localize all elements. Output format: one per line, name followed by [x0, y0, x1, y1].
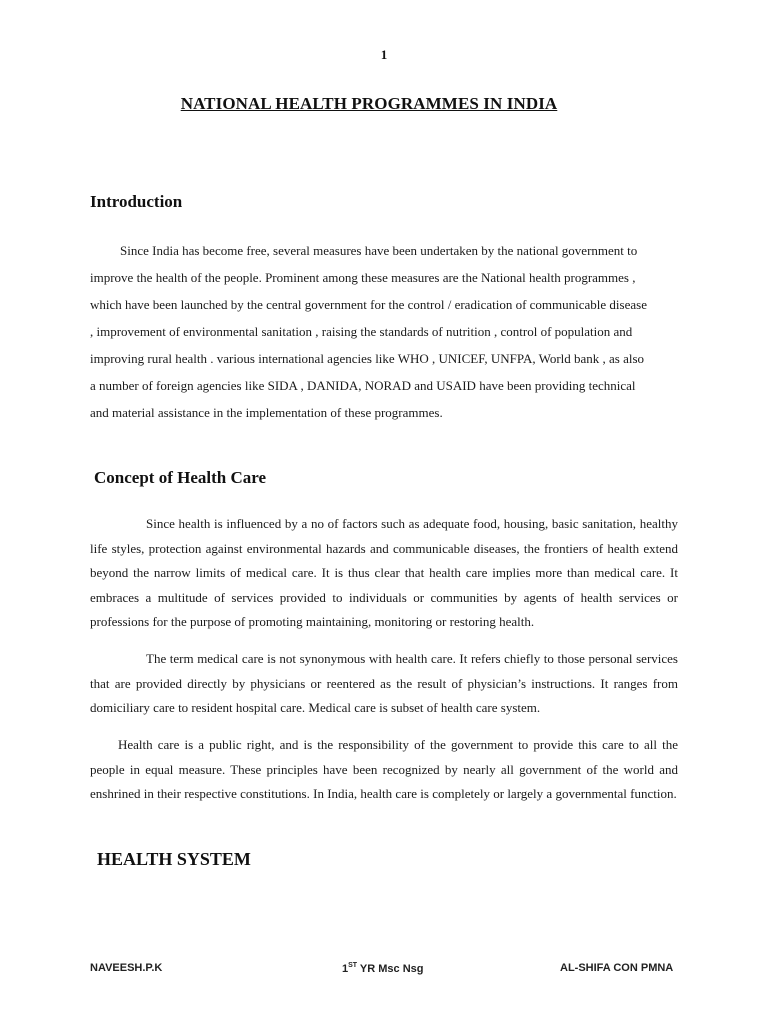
- concept-paragraph-3: Health care is a public right, and is the responsibility of the government to provide this care to all the people in equal measure. These principles have been recognized by nearly all government of the world and enshrined in their respective constitutions. In India, health care is completely or largely a governmental function.: [90, 737, 678, 801]
- footer-course: [342, 962, 424, 975]
- footer-course-ordinal: ST: [348, 962, 358, 969]
- footer-institution: AL-SHIFA CON PMNA: [560, 962, 674, 974]
- introduction-heading: Introduction: [90, 192, 183, 211]
- introduction-paragraph: Since India has become free, several measures have been undertaken by the national government to improve the health of the people. Prominent among these measures are the National health programmes , which have been launched by the central government for the control / eradication of communicable disease , improvement of environmental sanitation , raising the standards of nutrition , control of population and improving rural health . various international agencies like WHO , UNICEF, UNFPA, World bank , as also a number of foreign agencies like SIDA , DANIDA, NORAD and USAID have been providing technical and material assistance in the implementation of these programmes.: [90, 243, 647, 420]
- footer-course-number: 1: [342, 963, 349, 975]
- page-number: 1: [380, 47, 388, 62]
- footer-course-name: YR Msc Nsg: [357, 963, 424, 975]
- footer-author: NAVEESH.P.K: [90, 962, 163, 974]
- concept-paragraph-1: Since health is influenced by a no of factors such as adequate food, housing, basic sanitation, healthy life styles, protection against environmental hazards and communicable diseases, the frontiers of health extend beyond the narrow limits of medical care. It is thus clear that health care implies more than medical care. It embraces a multitude of services provided to individuals or communities by agents of health services or professions for the purpose of promoting maintaining, monitoring or restoring health.: [90, 516, 678, 629]
- health-system-heading: HEALTH SYSTEM: [97, 849, 251, 869]
- concept-paragraph-2: The term medical care is not synonymous with health care. It refers chiefly to those personal services that are provided directly by physicians or reentered as the result of physician’s instructions. It ranges from domiciliary care to resident hospital care. Medical care is subset of health care system.: [90, 651, 678, 715]
- document-title: NATIONAL HEALTH PROGRAMMES IN INDIA: [180, 94, 558, 113]
- concept-heading: Concept of Health Care: [94, 468, 267, 487]
